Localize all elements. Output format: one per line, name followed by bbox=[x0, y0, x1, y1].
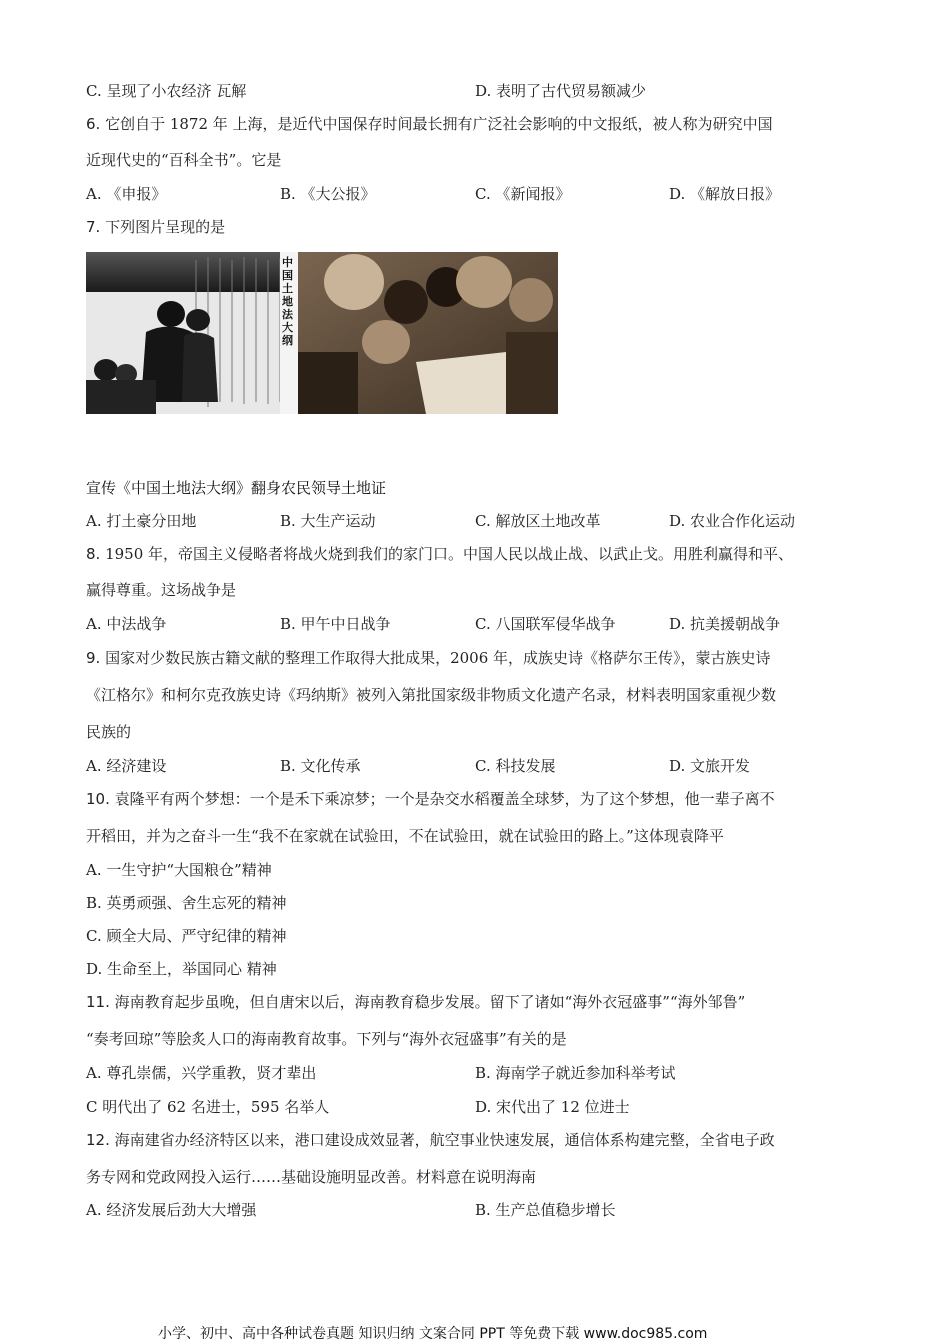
q9-option-b: B. 文化传承 bbox=[280, 757, 361, 775]
image-caption: 宣传《中国土地法大纲》翻身农民领导土地证 bbox=[86, 479, 387, 497]
question-number: 10. bbox=[86, 790, 110, 808]
photo-collage bbox=[86, 252, 558, 414]
q8-option-d: D. 抗美援朝战争 bbox=[669, 615, 781, 633]
option-c-prev: C. 呈现了小农经济 瓦解 bbox=[86, 82, 247, 100]
question-number: 12. bbox=[86, 1131, 110, 1149]
question-text: 海南建省办经济特区以来，港口建设成效显著，航空事业快速发展，通信体系构建完整，全省电子政 bbox=[109, 1131, 775, 1149]
question-number: 6. bbox=[86, 115, 101, 133]
q6-option-b: B. 《大公报》 bbox=[280, 185, 376, 203]
q10-option-a: A. 一生守护“大国粮仓”精神 bbox=[86, 861, 272, 879]
left-photo bbox=[86, 252, 294, 414]
q12-option-a: A. 经济发展后劲大大增强 bbox=[86, 1201, 257, 1219]
question-10 bbox=[86, 789, 775, 809]
q8-option-b: B. 甲午中日战争 bbox=[280, 615, 391, 633]
q6-option-d: D. 《解放日报》 bbox=[669, 185, 781, 203]
question-text: 袁隆平有两个梦想：一个是禾下乘凉梦；一个是杂交水稻覆盖全球梦，为了这个梦想，他一辈子离不 bbox=[109, 790, 775, 808]
question-text: 下列图片呈现的是 bbox=[100, 218, 226, 236]
question-text: 国家对少数民族古籍文献的整理工作取得大批成果，2006 年，成族史诗《格萨尔王传》，蒙古族史诗 bbox=[100, 649, 771, 667]
sign-text: 中国土地法大纲 bbox=[282, 256, 293, 347]
right-photo bbox=[298, 252, 558, 414]
q9-option-d: D. 文旅开发 bbox=[669, 757, 751, 775]
question-text: 1950 年，帝国主义侵略者将战火烧到我们的家门口。中国人民以战止战、以武止戈。用胜利赢得和平、 bbox=[100, 545, 794, 563]
question-number: 7. bbox=[86, 218, 101, 236]
q9-option-c: C. 科技发展 bbox=[475, 757, 556, 775]
q10-option-d: D. 生命至上，举国同心 精神 bbox=[86, 960, 277, 978]
question-number: 9. bbox=[86, 649, 101, 667]
historical-photos bbox=[86, 252, 558, 414]
question-7 bbox=[86, 217, 225, 237]
question-number: 8. bbox=[86, 545, 101, 563]
q7-option-c: C. 解放区土地改革 bbox=[475, 512, 601, 530]
question-9-cont2: 民族的 bbox=[86, 723, 132, 741]
question-12-cont: 务专网和党政网投入运行……基础设施明显改善。材料意在说明海南 bbox=[86, 1168, 537, 1186]
q10-option-b: B. 英勇顽强、舍生忘死的精神 bbox=[86, 894, 287, 912]
question-text: 海南教育起步虽晚，但自唐宋以后，海南教育稳步发展。留下了诸如“海外衣冠盛事”“海外邹鲁” bbox=[109, 993, 746, 1011]
q7-option-d: D. 农业合作化运动 bbox=[669, 512, 796, 530]
question-9-cont: 《江格尔》和柯尔克孜族史诗《玛纳斯》被列入第批国家级非物质文化遗产名录，材料表明国家重视少数 bbox=[86, 686, 777, 704]
question-8-cont: 赢得尊重。这场战争是 bbox=[86, 581, 237, 599]
q11-option-d: D. 宋代出了 12 位进士 bbox=[475, 1098, 630, 1116]
question-text: 它创自于 1872 年 上海，是近代中国保存时间最长拥有广泛社会影响的中文报纸，被人称为研究中国 bbox=[100, 115, 773, 133]
q11-option-a: A. 尊孔崇儒，兴学重教，贤才辈出 bbox=[86, 1064, 317, 1082]
q8-option-c: C. 八国联军侵华战争 bbox=[475, 615, 616, 633]
q6-option-c: C. 《新闻报》 bbox=[475, 185, 571, 203]
footer-link[interactable]: 小学、初中、高中各种试卷真题 知识归纳 文案合同 PPT 等免费下载 www.doc985.com bbox=[158, 1326, 708, 1342]
question-11-cont: “奏考回琼”等脍炙人口的海南教育故事。下列与“海外衣冠盛事”有关的是 bbox=[86, 1030, 567, 1048]
q7-option-a: A. 打土豪分田地 bbox=[86, 512, 197, 530]
option-d-prev: D. 表明了古代贸易额减少 bbox=[475, 82, 647, 100]
q9-option-a: A. 经济建设 bbox=[86, 757, 167, 775]
question-11 bbox=[86, 992, 745, 1012]
question-6 bbox=[86, 114, 773, 134]
q8-option-a: A. 中法战争 bbox=[86, 615, 167, 633]
q11-option-b: B. 海南学子就近参加科举考试 bbox=[475, 1064, 676, 1082]
question-12 bbox=[86, 1130, 775, 1150]
question-number: 11. bbox=[86, 993, 110, 1011]
question-9 bbox=[86, 648, 771, 668]
q6-option-a: A. 《申报》 bbox=[86, 185, 167, 203]
q11-option-c: C 明代出了 62 名进士，595 名举人 bbox=[86, 1098, 330, 1116]
q12-option-b: B. 生产总值稳步增长 bbox=[475, 1201, 616, 1219]
question-10-cont: 开稻田，并为之奋斗一生“我不在家就在试验田，不在试验田，就在试验田的路上。”这体现袁降平 bbox=[86, 827, 724, 845]
q10-option-c: C. 顾全大局、严守纪律的精神 bbox=[86, 927, 287, 945]
question-6-cont: 近现代史的“百科全书”。它是 bbox=[86, 151, 282, 169]
q7-option-b: B. 大生产运动 bbox=[280, 512, 376, 530]
question-8 bbox=[86, 544, 793, 564]
